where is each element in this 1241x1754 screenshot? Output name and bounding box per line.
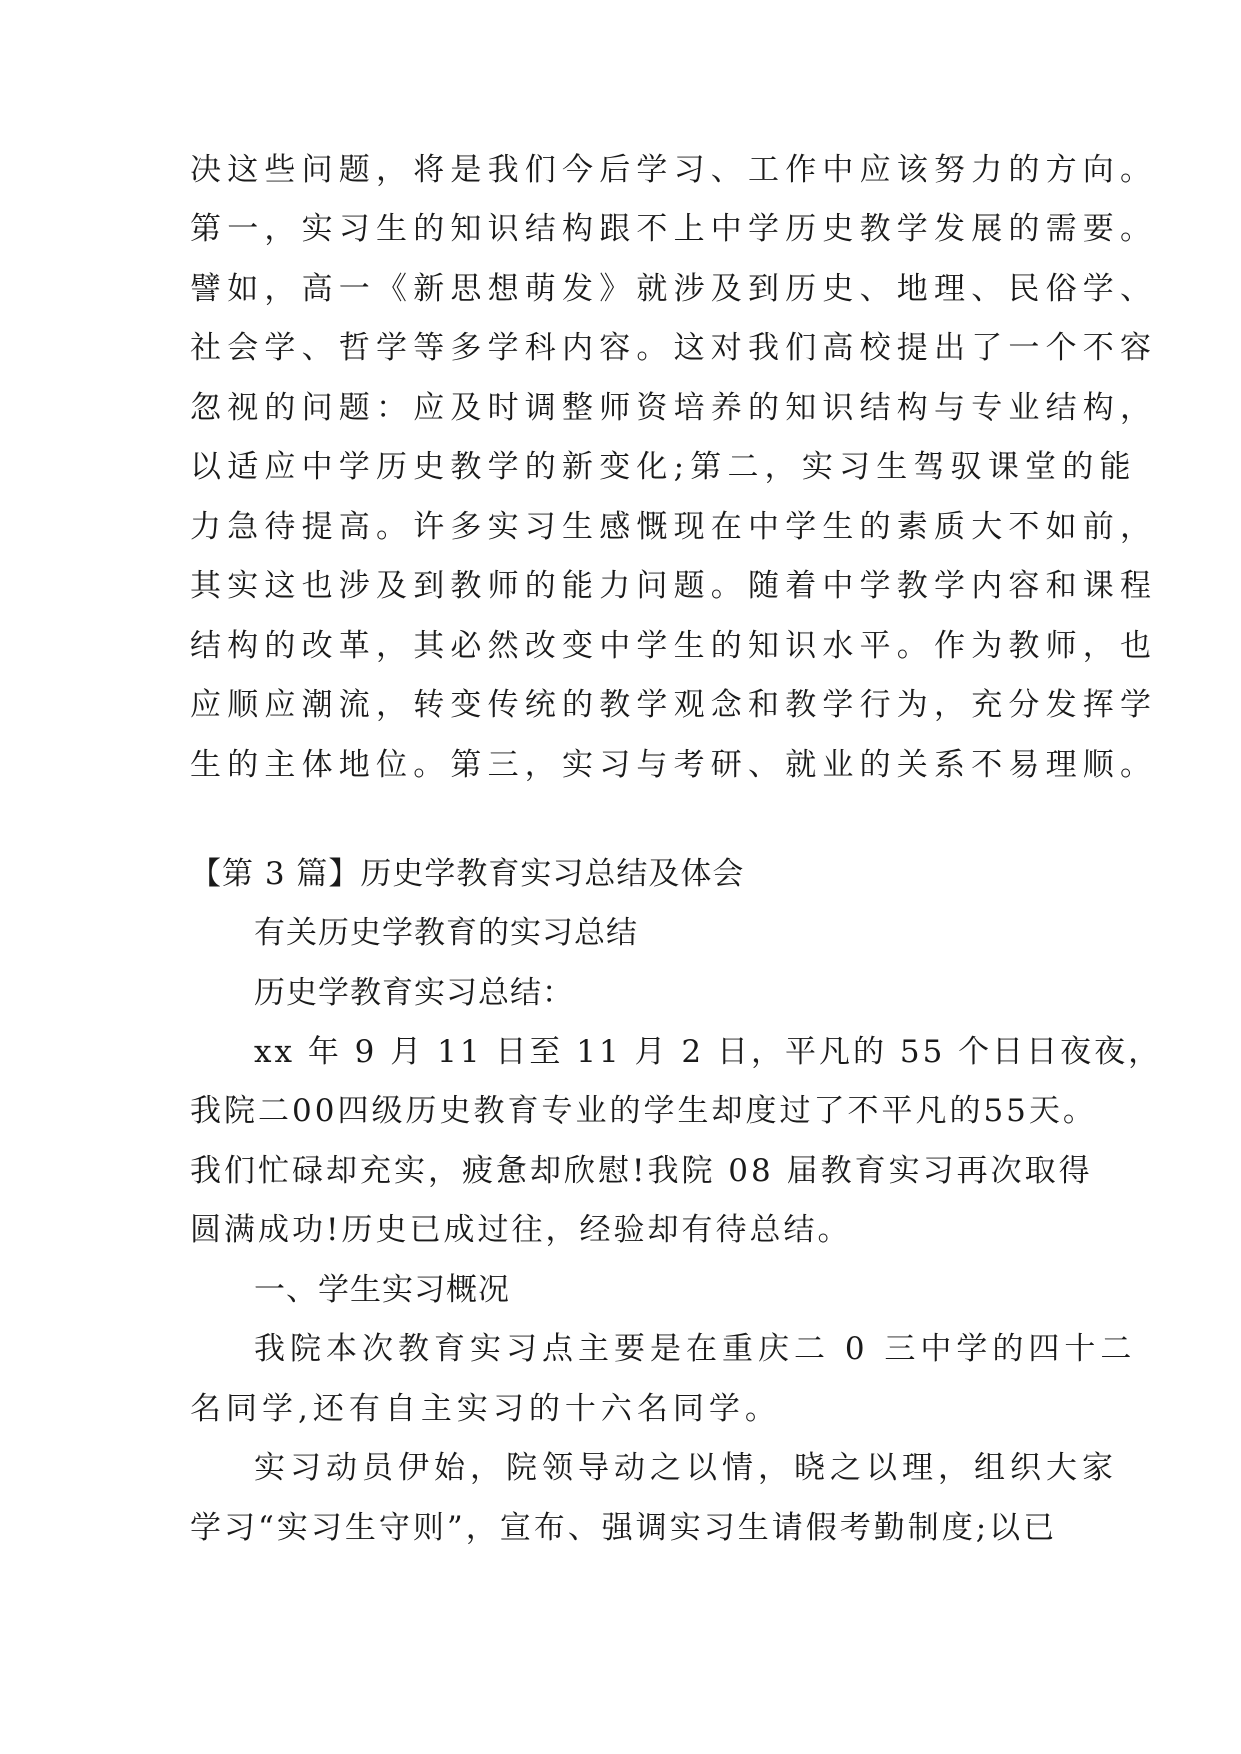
body-text-line: 学习“实习生守则”，宣布、强调实习生请假考勤制度;以已 bbox=[190, 1510, 1058, 1546]
subtitle: 历史学教育实习总结： bbox=[254, 975, 574, 1011]
body-text-line: 应顺应潮流，转变传统的教学观念和教学行为，充分发挥学 bbox=[190, 687, 1158, 723]
body-text-line: 名同学,还有自主实习的十六名同学。 bbox=[190, 1391, 781, 1427]
body-text-line: 社会学、哲学等多学科内容。这对我们高校提出了一个不容 bbox=[190, 330, 1158, 366]
body-text-line: 决这些问题，将是我们今后学习、工作中应该努力的方向。 bbox=[190, 152, 1158, 188]
body-text-line: 力急待提高。许多实习生感慨现在中学生的素质大不如前， bbox=[190, 509, 1158, 545]
body-text-line: 结构的改革，其必然改变中学生的知识水平。作为教师，也 bbox=[190, 628, 1158, 664]
body-text-line: 我院二00四级历史教育专业的学生却度过了不平凡的55天。 bbox=[190, 1093, 1097, 1129]
body-text-line: 第一，实习生的知识结构跟不上中学历史教学发展的需要。 bbox=[190, 211, 1158, 247]
body-text-line: 以适应中学历史教学的新变化;第二，实习生驾驭课堂的能 bbox=[190, 449, 1137, 485]
body-text-line: 譬如，高一《新思想萌发》就涉及到历史、地理、民俗学、 bbox=[190, 271, 1158, 307]
body-text-line: 生的主体地位。第三，实习与考研、就业的关系不易理顺。 bbox=[190, 747, 1158, 783]
section-title: 一、学生实习概况 bbox=[254, 1272, 510, 1308]
body-text-line: 圆满成功!历史已成过往，经验却有待总结。 bbox=[190, 1212, 852, 1248]
body-text-line: xx 年 9 月 11 日至 11 月 2 日，平凡的 55 个日日夜夜， bbox=[254, 1034, 1163, 1070]
subtitle: 有关历史学教育的实习总结 bbox=[254, 915, 638, 951]
body-text-line: 忽视的问题：应及时调整师资培养的知识结构与专业结构， bbox=[190, 390, 1158, 426]
section-heading: 【第 3 篇】历史学教育实习总结及体会 bbox=[190, 856, 745, 892]
body-text-line: 实习动员伊始，院领导动之以情，晓之以理，组织大家 bbox=[254, 1450, 1118, 1486]
body-text-line: 我院本次教育实习点主要是在重庆二 0 三中学的四十二 bbox=[254, 1331, 1137, 1367]
body-text-line: 其实这也涉及到教师的能力问题。随着中学教学内容和课程 bbox=[190, 568, 1158, 604]
body-text-line: 我们忙碌却充实，疲惫却欣慰!我院 08 届教育实习再次取得 bbox=[190, 1153, 1093, 1189]
